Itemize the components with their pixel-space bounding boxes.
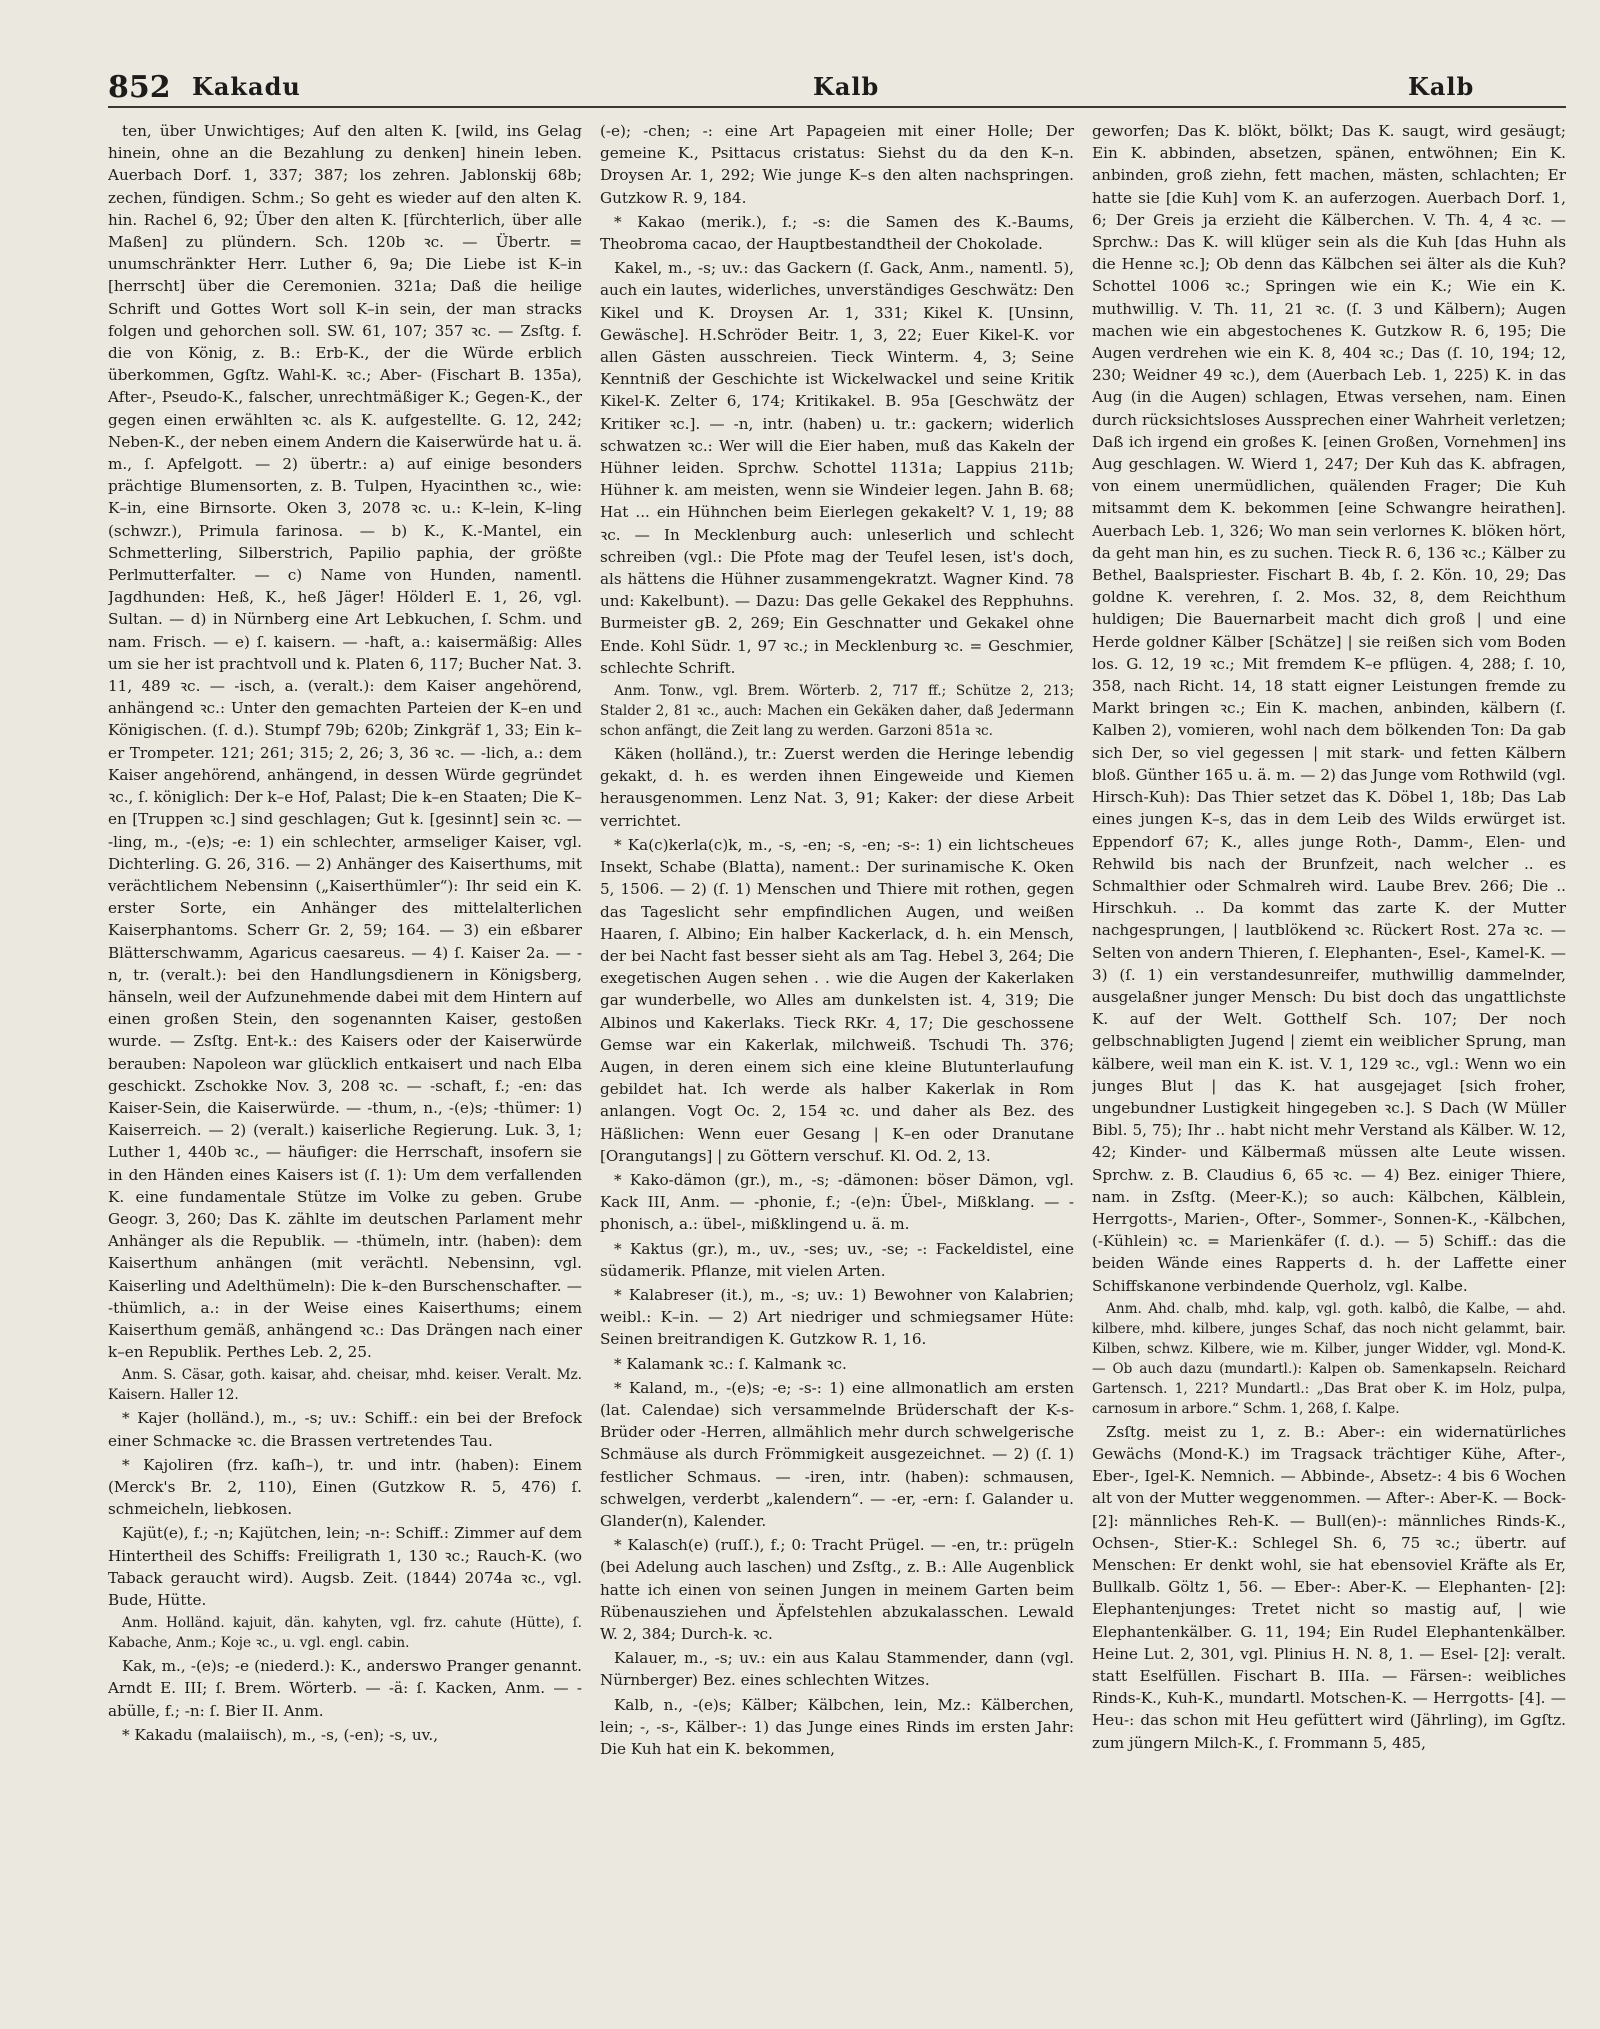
page-number: 852 bbox=[108, 70, 171, 105]
entry-kaeken: Käken (holländ.), tr.: Zuerst werden die Heringe lebendig gekakt, d. h. es werden ihnen Eingeweide und Kiemen herausgenommen. Lenz Nat. 3, 91; Kaker: der diese Arbeit verrichtet. bbox=[600, 745, 1074, 830]
note-kakel: Anm. Tonw., vgl. Brem. Wörterb. 2, 717 ff.; Schütze 2, 213; Stalder 2, 81 ꝛc., auch: Machen ein Gekäken daher, daß Jedermann schon anfängt, die Zeit lang zu werden. Garzoni 851a ꝛc. bbox=[600, 683, 1074, 740]
entry-kakadu: * Kakadu (malaiisch), m., -s, (-en); -s, uv., bbox=[122, 1725, 439, 1744]
entry-kajer: * Kajer (holländ.), m., -s; uv.: Schiff.: ein bei der Brefock einer Schmacke ꝛc. die Brassen vertretendes Tau. bbox=[108, 1409, 582, 1450]
entry-kalasche: * Kalasch(e) (ruſſ.), f.; 0: Tracht Prügel. — -en, tr.: prügeln (bei Adelung auch laschen) und Zsſtg., z. B.: Alle Augenblick hatte ich einen von seinen Jungen in meinem Garten beim Rübenausziehen und Äpfelstehlen abzukalasschen. Lewald W. 2, 384; Durch-k. ꝛc. bbox=[600, 1536, 1074, 1643]
entry-kak: Kak, m., -(e)s; -e (niederd.): K., anderswo Pranger genannt. Arndt E. III; ſ. Brem. Wörterb. — -ä: ſ. Kacken, Anm. — -abülle, f.; -n: ſ. Bier II. Anm. bbox=[108, 1657, 582, 1720]
text-columns bbox=[108, 120, 1566, 1990]
entry-kajoliren: * Kajoliren (frz. kaſh–), tr. und intr. (haben): Einem (Merck's Br. 2, 110), Einen (Gutzkow R. 5, 476) ſ. schmeicheln, liebkosen. bbox=[108, 1455, 582, 1519]
column-right bbox=[1092, 120, 1566, 1990]
entry-kakodaemon: * Kako-dämon (gr.), m., -s; -dämonen: böser Dämon, vgl. Kack III, Anm. — -phonie, f.; -(e)n: Übel-, Mißklang. — -phonisch, a.: übel-, mißklingend u. ä. m. bbox=[600, 1170, 1074, 1234]
entry-kajuete: Kajüt(e), f.; -n; Kajütchen, lein; -n-: Schiff.: Zimmer auf dem Hintertheil des Schiffs: Freiligrath 1, 130 ꝛc.; Rauch-K. (wo Taback geraucht wird). Augsb. Zeit. (1844) 2074a ꝛc., vgl. Bude, Hütte. bbox=[108, 1524, 582, 1609]
running-headword-right: Kalb bbox=[1408, 72, 1475, 101]
note-kajuete: Anm. Holländ. kajuit, dän. kahyten, vgl. frz. cahute (Hütte), ſ. Kabache, Anm.; Koje ꝛc., u. vgl. engl. cabin. bbox=[108, 1615, 582, 1652]
entry-kaktus: * Kaktus (gr.), m., uv., -ses; uv., -se; -: Fackeldistel, eine südamerik. Pflanze, mit vielen Arten. bbox=[600, 1239, 1074, 1280]
entry-kalamank: * Kalamank ꝛc.: ſ. Kalmank ꝛc. bbox=[614, 1354, 847, 1373]
running-headword-middle: Kalb bbox=[813, 72, 880, 101]
entry-kaiser-continued: ten, über Unwichtiges; Auf den alten K. [wild, ins Gelag hinein, ohne an die Bezahlung zu denken] hinein leben. Auerbach Dorf. 1, 337; 387; los zehren. Jablonskij 68b; zechen, fündigen. Schm.; So geht es wieder auf den alten K. hin. Rachel 6, 92; Über den alten K. [fürchterlich, über alle Maßen] zu plündern. Sch. 120b ꝛc. — Übertr. = unumschränkter Herr. Luther 6, 9a; Die Liebe ist K–in [herrscht] über die Ceremonien. 321a; Daß die heilige Schrift und Gottes Wort soll K–in sein, der man stracks folgen und gehorchen soll. SW. 61, 107; 357 ꝛc. — Zsſtg. f. die von König, z. B.: Erb-K., der die Würde erblich überkommen, Ggſtz. Wahl-K. ꝛc.; Aber- (Fischart B. 135a), After-, Pseudo-K., falscher, unrechtmäßiger K.; Gegen-K., der gegen einen erwählten ꝛc. als K. aufgestellte. G. 12, 242; Neben-K., der neben einem Andern die Kaiserwürde hat u. ä. m., ſ. Apfelgott. — 2) übertr.: a) auf einige besonders prächtige Blumensorten, z. B. Tulpen, Hyacinthen ꝛc., wie: K–in, eine Birnsorte. Oken 3, 2078 ꝛc. u.: K–lein, K–ling (schwzr.), Primula farinosa. — b) K., K.-Mantel, ein Schmetterling, Silberstrich, Papilio paphia, der größte Perlmutterfalter. — c) Name von Hunden, namentl. Jagdhunden: Heß, K., heß Jäger! Hölderl E. 1, 26, vgl. Sultan. — d) in Nürnberg eine Art Lebkuchen, ſ. Schm. und nam. Frisch. — e) ſ. kaisern. — -haft, a.: kaisermäßig: Alles um sie her ist prachtvoll und k. Platen 6, 117; Bucher Nat. 3. 11, 489 ꝛc. — -isch, a. (veralt.): dem Kaiser angehörend, anhängend ꝛc.: Unter den gemachten Parteien der K–en und Königischen. (ſ. d.). Stumpf 79b; 620b; Zinkgräf 1, 33; Ein k–er Trompeter. 121; 261; 315; 2, 26; 3, 36 ꝛc. — -lich, a.: dem Kaiser angehörend, anhängend, in dessen Würde gegründet ꝛc., ſ. königlich: Der k–e Hof, Palast; Die k–en Staaten; Die K–en [Truppen ꝛc.] sind geschlagen; Gut k. [gesinnt] sein ꝛc. — -ling, m., -(e)s; -e: 1) ein schlechter, armseliger Kaiser, vgl. Dichterling. G. 26, 316. — 2) Anhänger des Kaiserthums, mit verächtlichem Nebensinn („Kaiserthümler“): Ihr seid ein K. erster Sorte, ein Anhänger des mittelalterlichen Kaiserphantoms. Scherr Gr. 2, 59; 164. — 3) ein eßbarer Blätterschwamm, Agaricus caesareus. — 4) ſ. Kaiser 2a. — -n, tr. (veralt.): bei den Handlungsdienern in Königsberg, hänseln, weil der Aufzunehmende dabei mit dem Hintern auf einen großen Stein, den sogenannten Kaiser, gestoßen wurde. — Zsſtg. Ent-k.: des Kaisers oder der Kaiserwürde berauben: Napoleon war glücklich entkaisert und nach Elba geschickt. Zschokke Nov. 3, 208 ꝛc. — -schaft, f.; -en: das Kaiser-Sein, die Kaiserwürde. — -thum, n., -(e)s; -thümer: 1) Kaiserreich. — 2) (veralt.) kaiserliche Regierung. Luk. 3, 1; Luther 1, 440b ꝛc., — häufiger: die Herrschaft, insofern sie in den Händen eines Kaisers ist (ſ. 1): Um dem verfallenden K. eine fundamentale Stütze im Volke zu geben. Grube Geogr. 3, 260; Das K. zählte im deutschen Parlament mehr Anhänger als die Republik. — -thümeln, intr. (haben): dem Kaiserthum anhängen (mit verächtl. Nebensinn, vgl. Kaiserling und Adelthümeln): Die k–den Burschenschafter. — -thümlich, a.: in der Weise eines Kaiserthums; einem Kaiserthum gemäß, anhängend ꝛc.: Das Drängen nach einer k–en Republik. Perthes Leb. 2, 25. bbox=[108, 122, 582, 1362]
entry-kakadu-continued: (-e); -chen; -: eine Art Papageien mit einer Holle; Der gemeine K., Psittacus cristatus: Siehst du da den K–n. Droysen Ar. 1, 292; Wie junge K–s den alten nachspringen. Gutzkow R. 9, 184. bbox=[600, 122, 1074, 207]
note-kaiser: Anm. S. Cäsar, goth. kaisar, ahd. cheisar, mhd. keiser. Veralt. Mz. Kaisern. Haller 12. bbox=[108, 1367, 582, 1404]
entry-kaland: * Kaland, m., -(e)s; -e; -s-: 1) eine allmonatlich am ersten (lat. Calendae) sich versammelnde Brüderschaft der K-s-Brüder oder -Herren, allmählich mehr durch schwelgerische Schmäuse als durch Frömmigkeit ausgezeichnet. — 2) (ſ. 1) festlicher Schmaus. — -iren, intr. (haben): schmausen, schwelgen, verderbt „kalendern“. — -er, -ern: ſ. Galander u. Glander(n), Kalender. bbox=[600, 1378, 1074, 1530]
entry-kakao: * Kakao (merik.), f.; -s: die Samen des K.-Baums, Theobroma cacao, der Hauptbestandtheil der Chokolade. bbox=[600, 212, 1074, 254]
column-middle bbox=[600, 120, 1074, 1990]
entry-kakerlak: * Ka(c)kerla(c)k, m., -s, -en; -s, -en; -s-: 1) ein lichtscheues Insekt, Schabe (Blatta), nament.: Der surinamische K. Oken 5, 1506. — 2) (ſ. 1) Menschen und Thiere mit rothen, gegen das Tageslicht sehr empfindlichen Augen, und weißen Haaren, ſ. Albino; Ein halber Kackerlack, d. h. ein Mensch, der bei Nacht fast besser sieht als am Tag. Hebel 3, 264; Die exegetischen Augen sehen . . wie die Augen der Kakerlaken gar wunderbelle, wo Alles am dunkelsten ist. 4, 319; Die Albinos und Kakerlaks. Tieck RKr. 4, 17; Die geschossene Gemse war ein Kakerlak, milchweiß. Tschudi Th. 376; Augen, in deren einem sich eine kleine Blutunterlaufung gebildet hat. Ich werde als halber Kakerlak in Rom anlangen. Vogt Oc. 2, 154 ꝛc. und daher als Bez. des Häßlichen: Wenn euer Gesang | K–en oder Dranutane [Orangutangs] | zu Göttern verschuf. Kl. Od. 2, 13. bbox=[600, 835, 1074, 1165]
running-headword-left: Kakadu bbox=[192, 72, 301, 101]
note-kalb: Anm. Ahd. chalb, mhd. kalp, vgl. goth. kalbô, die Kalbe, — ahd. kilbere, mhd. kilbere, junges Schaf, das noch nicht gelammt, bair. Kilben, schwz. Kilbere, wie m. Kilber, junger Widder, vgl. Mond-K. — Ob auch dazu (mundartl.): Kalpen ob. Samenkapseln. Reichard Gartensch. 1, 221? Mundartl.: „Das Brat ober K. im Holz, pulpa, carnosum in arbore.“ Schm. 1, 268, ſ. Kalpe. bbox=[1092, 1300, 1566, 1417]
entry-kalabreser: * Kalabreser (it.), m., -s; uv.: 1) Bewohner von Kalabrien; weibl.: K–in. — 2) Art niedriger und schmiegsamer Hüte: Seinen breitrandigen K. Gutzkow R. 1, 16. bbox=[600, 1285, 1074, 1349]
entry-kalauer: Kalauer, m., -s; uv.: ein aus Kalau Stammender, dann (vgl. Nürnberger) Bez. eines schlechten Witzes. bbox=[600, 1649, 1074, 1690]
page-header bbox=[108, 62, 1566, 108]
entry-kalb: Kalb, n., -(e)s; Kälber; Kälbchen, lein, Mz.: Kälberchen, lein; -, -s-, Kälber-: 1) das Junge eines Rinds im ersten Jahr: Die Kuh hat ein K. bekommen, bbox=[600, 1695, 1074, 1759]
entry-kakel: Kakel, m., -s; uv.: das Gackern (ſ. Gack, Anm., namentl. 5), auch ein lautes, widerliches, unverständiges Geschwätz: Den Kikel und K. Droysen Ar. 1, 331; Kikel K. [Unsinn, Gewäsche]. H.Schröder Beitr. 1, 3, 22; Euer Kikel-K. vor allen Gästen ausschreien. Tieck Winterm. 4, 3; Seine Kenntniß der Geschichte ist Wickelwackel und seine Kritik Kikel-K. Zelter 6, 174; Kritikakel. B. 95a [Geschwätz der Kritiker ꝛc.]. — -n, intr. (haben) u. tr.: gackern; widerlich schwatzen ꝛc.: Wer will die Eier haben, muß das Kakeln der Hühner leiden. Sprchw. Schottel 1131a; Lappius 211b; Hühner k. am meisten, wenn sie Windeier legen. Jahn B. 68; Hat ... ein Hühnchen beim Eierlegen gekakelt? V. 1, 19; 88 ꝛc. — In Mecklenburg auch: unleserlich und schlecht schreiben (vgl.: Die Pfote mag der Teufel lesen, ist's doch, als hättens die Hühner zusammengekratzt. Wagner Kind. 78 und: Kakelbunt). — Dazu: Das gelle Gekakel des Repphuhns. Burmeister gB. 2, 269; Ein Geschnatter und Gekakel ohne Ende. Kohl Südr. 1, 97 ꝛc.; in Mecklenburg ꝛc. = Geschmier, schlechte Schrift. bbox=[600, 259, 1074, 677]
entry-kalb-continued: geworfen; Das K. blökt, bölkt; Das K. saugt, wird gesäugt; Ein K. abbinden, absetzen, spänen, entwöhnen; Ein K. anbinden, groß ziehn, fett machen, mästen, schlachten; Er hatte sie [die Kuh] vom K. an auferzogen. Auerbach Dorf. 1, 6; Der Greis ja erzieht die Kälberchen. V. Th. 4, 4 ꝛc. — Sprchw.: Das K. will klüger sein als die Kuh [das Huhn als die Henne ꝛc.]; Ob denn das Kälbchen sei älter als die Kuh? Schottel 1006 ꝛc.; Springen wie ein K.; Wie ein K. muthwillig. V. Th. 11, 21 ꝛc. (ſ. 3 und Kälbern); Augen machen wie ein abgestochenes K. Gutzkow R. 6, 195; Die Augen verdrehen wie ein K. 8, 404 ꝛc.; Das (ſ. 10, 194; 12, 230; Weidner 49 ꝛc.), dem (Auerbach Leb. 1, 225) K. in das Aug (in die Augen) schlagen, Etwas versehen, nam. Einen durch rücksichtsloses Aussprechen einer Wahrheit verletzen; Daß ich irgend ein großes K. [einen Großen, Vornehmen] ins Aug geschlagen. W. Wierd 1, 247; Der Kuh das K. abfragen, von einem unermüdlichen, quälenden Frager; Die Kuh mitsammt dem K. bekommen [eine Schwangre heirathen]. Auerbach Leb. 1, 326; Wo man sein verlornes K. blöken hört, da geht man hin, es zu suchen. Tieck R. 6, 136 ꝛc.; Kälber zu Bethel, Baalspriester. Fischart B. 4b, ſ. 2. Kön. 10, 29; Das goldne K. verehren, ſ. 2. Mos. 32, 8, dem Reichthum huldigen; Die Bauernarbeit macht dich groß | und eine Herde goldner Kälber [Schätze] | sie reißen sich vom Boden los. G. 12, 19 ꝛc.; Mit fremdem K–e pflügen. 4, 288; ſ. 10, 358, nach Richt. 14, 18 statt eigner Leistungen fremde zu Markt bringen ꝛc.; Ein K. machen, anbinden, kälbern (ſ. Kalben 2), vomieren, wohl nach dem bölkenden Ton: Da gab sich Der, so viel gegessen | mit stark- und fetten Kälbern bloß. Günther 165 u. ä. m. — 2) das Junge vom Rothwild (vgl. Hirsch-Kuh): Das Thier setzet das K. Döbel 1, 18b; Das Lab eines jungen K–s, das in dem Leib des Wilds erwürget ist. Eppendorf 67; K., alles junge Roth-, Damm-, Elen- und Rehwild bis nach der Brunfzeit, nach welcher .. es Schmalthier oder Schmalreh wird. Laube Brev. 266; Die .. Hirschkuh. .. Da kommt das zarte K. der Mutter nachgesprungen, | lautblökend ꝛc. Rückert Rost. 27a ꝛc. — Selten von andern Thieren, ſ. Elephanten-, Esel-, Kamel-K. — 3) (ſ. 1) ein verstandesunreifer, muthwillig dammelnder, ausgelaßner junger Mensch: Du bist doch das ungattlichste K. auf der Welt. Gotthelf Sch. 107; Der noch gelbschnabligten Jugend | ziemt ein weiblicher Sprung, man kälbere, weil man ein K. ist. V. 1, 129 ꝛc., vgl.: Wenn wo ein junges Blut | das K. hat ausgejaget [sich froher, ungebundner Lustigkeit hingegeben ꝛc.]. S Dach (W Müller Bibl. 5, 75); Ihr .. habt nicht mehr Verstand als Kälber. W. 12, 42; Kinder- und Kälbermaß müssen alte Leute wissen. Sprchw. z. B. Claudius 6, 65 ꝛc. — 4) Bez. einiger Thiere, nam. in Zsſtg. (Meer-K.); so auch: Kälbchen, Kälblein, Herrgotts-, Marien-, Ofter-, Sommer-, Sonnen-K., -Kälbchen, (-Kühlein) ꝛc. = Marienkäfer (ſ. d.). — 5) Schiff.: das die beiden Wände eines Rapperts d. h. der Laffette einer Schiffskanone verbindende Querholz, vgl. Kalbe. bbox=[1092, 122, 1566, 1295]
column-left bbox=[108, 120, 582, 1990]
entry-kalb-compounds: Zsſtg. meist zu 1, z. B.: Aber-: ein widernatürliches Gewächs (Mond-K.) im Tragsack trächtiger Kühe, After-, Eber-, Igel-K. Nemnich. — Abbinde-, Absetz-: 4 bis 6 Wochen alt von der Mutter weggenommen. — After-: Aber-K. — Bock- [2]: männliches Reh-K. — Bull(en)-: männliches Rinds-K., Ochsen-, Stier-K.: Schlegel Sh. 6, 75 ꝛc.; übertr. auf Menschen: Er denkt wohl, sie hat ebensoviel Kräfte als Er, Bullkalb. Göltz 1, 56. — Eber-: Aber-K. — Elephanten- [2]: Elephantenjunges: Tretet nicht so mastig auf, | wie Elephantenkälber. G. 11, 194; Ein Rudel Elephantenkälber. Heine Lut. 2, 301, vgl. Plinius H. N. 8, 1. — Esel- [2]: veralt. statt Eselfüllen. Fischart B. IIIa. — Färsen-: weibliches Rinds-K., Kuh-K., mundartl. Motschen-K. — Herrgotts- [4]. — Heu-: das schon mit Heu gefüttert wird (Jährling), im Ggſtz. zum jüngern Milch-K., ſ. Frommann 5, 485, bbox=[1092, 1422, 1566, 1752]
